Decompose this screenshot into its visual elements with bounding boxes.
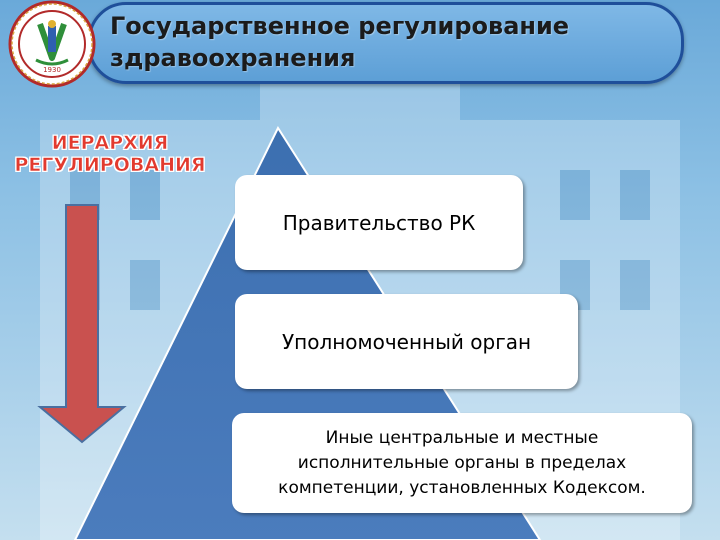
hierarchy-label-line-1: ИЕРАРХИЯ — [51, 132, 169, 154]
level-text-line: исполнительные органы в пределах — [297, 452, 627, 473]
level-box-other-bodies — [232, 413, 692, 513]
level-text-line: компетенции, установленных Кодексом. — [278, 477, 646, 498]
level-box-authorized-body — [235, 294, 578, 389]
level-text: Правительство РК — [282, 210, 476, 235]
level-text-line: Иные центральные и местные — [325, 427, 599, 448]
title-line-1: Государственное регулирование — [110, 12, 570, 40]
hierarchy-label-line-2: РЕГУЛИРОВАНИЯ — [14, 154, 206, 176]
level-text: Уполномоченный орган — [281, 329, 532, 354]
logo-year: 1930 — [43, 66, 61, 74]
title-line-2: здравоохранения — [110, 44, 356, 72]
level-box-government — [235, 175, 523, 270]
